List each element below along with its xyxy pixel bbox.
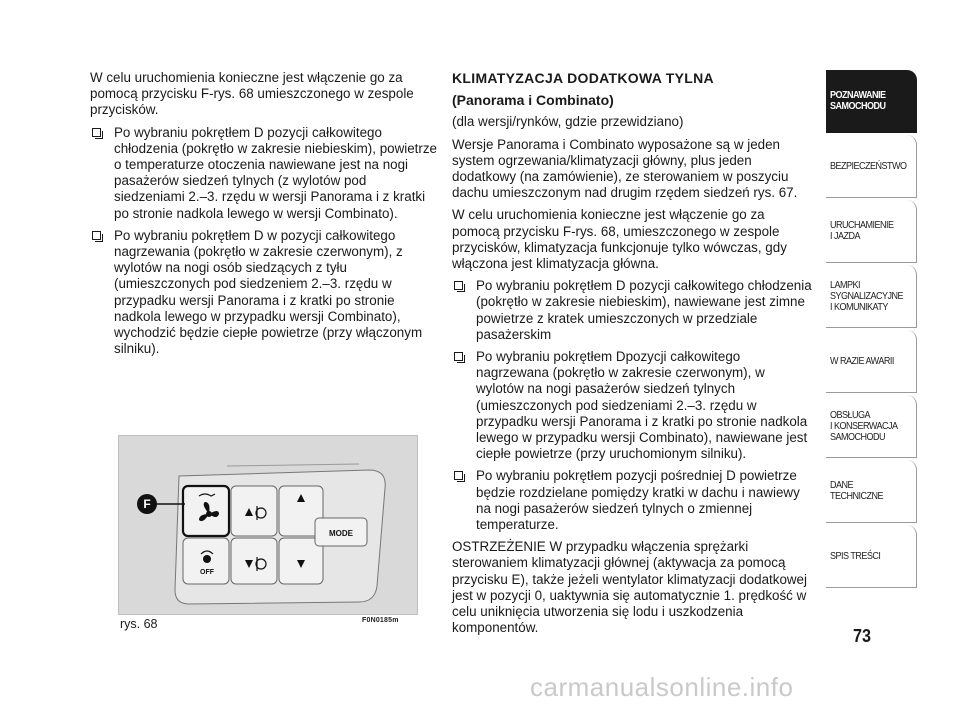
sidebar-tab-label: SPIS TREŚCI: [830, 549, 881, 562]
watermark: carmanualsonline.info: [530, 672, 794, 702]
right-paragraph-1: Wersje Panorama i Combinato wyposażone są w jeden system ogrzewania/klimatyzacji główny, plus jeden dodatkowy (na zamówienie), ze sterowaniem w poszyciu dachu umieszczonym nad drugim rzędem siedzeń rys. 67.: [452, 136, 798, 201]
right-bullet-item: [452, 349, 814, 462]
off-label: OFF: [200, 569, 214, 576]
temp-down-button: [231, 538, 277, 584]
sidebar-tab-label: OBSŁUGA I KONSERWACJA SAMOCHODU: [830, 408, 898, 443]
page-number: 73: [853, 626, 872, 646]
left-bullet-text: Po wybraniu pokrętłem D w pozycji całkowitego nagrzewania (pokrętło w zakresie czerwonym), z wylotów na nogi osób siedzących z tyłu (umieszczonych pod siedzeniem 2.–3. rzędu w przypadku wersji Panorama i z kratki po stronie nadkola lewego w przypadku wersji Combinato), wychodzić będzie ciepłe powietrze (przy włączonym silniku).: [114, 227, 423, 357]
right-paragraph-2: W celu uruchomienia konieczne jest włączenie go za pomocą przycisku F-rys. 68, umieszczonego w zespole przycisków, klimatyzacja funkcjonuje tylko wówczas, gdy włączona jest klimatyzacja główna.: [452, 207, 787, 272]
right-bullet-item: [452, 468, 814, 533]
control-panel-illustration: [119, 436, 417, 614]
right-column: [452, 70, 814, 643]
right-bullet-text: Po wybraniu pokrętłem D pozycji całkowitego chłodzenia (pokrętło w zakresie niebieskim), nawiewane jest zimne powietrze z kratek umieszczonych w przedziale pasażerskim: [476, 278, 812, 342]
checkbox-bullet-icon: [454, 471, 463, 480]
left-bullet-item: [90, 125, 440, 222]
left-intro-paragraph: W celu uruchomienia konieczne jest włączenie go za pomocą przycisku F-rys. 68 umieszczonego w zespole przycisków.: [90, 70, 414, 118]
figure-caption: rys. 68: [120, 617, 158, 631]
right-bullet-item: [452, 278, 814, 343]
right-bullet-text: Po wybraniu pokrętłem pozycji pośredniej D powietrze będzie rozdzielane pomiędzy kratki w dachu i nawiewy na nogi pasażerów siedzeń tylnych o zmiennej temperaturze.: [476, 468, 800, 533]
callout-label: F: [143, 497, 151, 511]
warning-paragraph: OSTRZEŻENIE W przypadku włączenia sprężarki sterowaniem klimatyzacji głównej (aktywacja za pomocą przycisku E), także jeżeli wentylator klimatyzacji dodatkowej jest w pozycji 0, uaktywnia się automatycznie 1. prędkość w celu uniknięcia utworzenia się lodu i uszkodzenia komponentów.: [452, 539, 807, 636]
figure-code: F0N0185m: [362, 617, 399, 624]
sidebar-tab-label: DANE TECHNICZNE: [830, 479, 884, 502]
section-subheading: (Panorama i Combinato): [452, 92, 614, 109]
chapter-sidebar: [826, 70, 917, 590]
right-bullet-text: Po wybraniu pokrętłem Dpozycji całkowitego nagrzewana (pokrętło w zakresie czerwonym), w wylotów na nogi pasażerów siedzeń tylnych (umieszczonych pod siedzeniami 2.–3. rzędu w przypadku wersji Panorama i z kratki po stronie nadkola lewego w przypadku wersji Combinato), nawiewane jest ciepłe powietrze (przy uruchomionym silniku).: [476, 349, 808, 462]
checkbox-bullet-icon: [92, 231, 101, 240]
left-column: [90, 70, 440, 363]
sidebar-tab-label: URUCHAMIENIE I JAZDA: [830, 219, 894, 242]
left-bullet-text: Po wybraniu pokrętłem D pozycji całkowitego chłodzenia (pokrętło w zakresie niebieskim), powietrze o temperaturze otoczenia nawiewane jest na nogi pasażerów siedzeń tylnych (z wylotów pod siedzeniami 2.–3. rzędu w wersji Panorama i z kratki po stronie nadkola lewego w wersji Combinato).: [114, 124, 438, 221]
sidebar-tab-label: LAMPKI SYGNALIZACYJNE I KOMUNIKATY: [830, 278, 904, 313]
section-note: (dla wersji/rynków, gdzie przewidziano): [452, 114, 684, 130]
left-bullet-item: [90, 228, 440, 358]
sidebar-tab-obsluga[interactable]: [826, 395, 917, 458]
sidebar-tab-label: POZNAWANIE SAMOCHODU: [830, 89, 886, 112]
sidebar-tab-spis[interactable]: [826, 525, 917, 588]
control-panel-figure: [118, 435, 418, 615]
sidebar-tab-poznawanie[interactable]: [826, 70, 917, 133]
sidebar-tab-uruchamienie[interactable]: [826, 200, 917, 263]
checkbox-bullet-icon: [454, 352, 463, 361]
temp-up-button: [231, 486, 277, 536]
sidebar-tab-label: BEZPIECZEŃSTWO: [830, 159, 907, 172]
sidebar-tab-awarii[interactable]: [826, 330, 917, 393]
mode-label: MODE: [329, 529, 353, 538]
sidebar-tab-dane[interactable]: [826, 460, 917, 523]
sidebar-tab-lampki[interactable]: [826, 265, 917, 328]
sidebar-tab-label: W RAZIE AWARII: [830, 354, 894, 367]
section-heading: KLIMATYZACJA DODATKOWA TYLNA: [452, 70, 714, 86]
sidebar-tab-bezpieczenstwo[interactable]: [826, 135, 917, 198]
checkbox-bullet-icon: [454, 281, 463, 290]
checkbox-bullet-icon: [92, 128, 101, 137]
